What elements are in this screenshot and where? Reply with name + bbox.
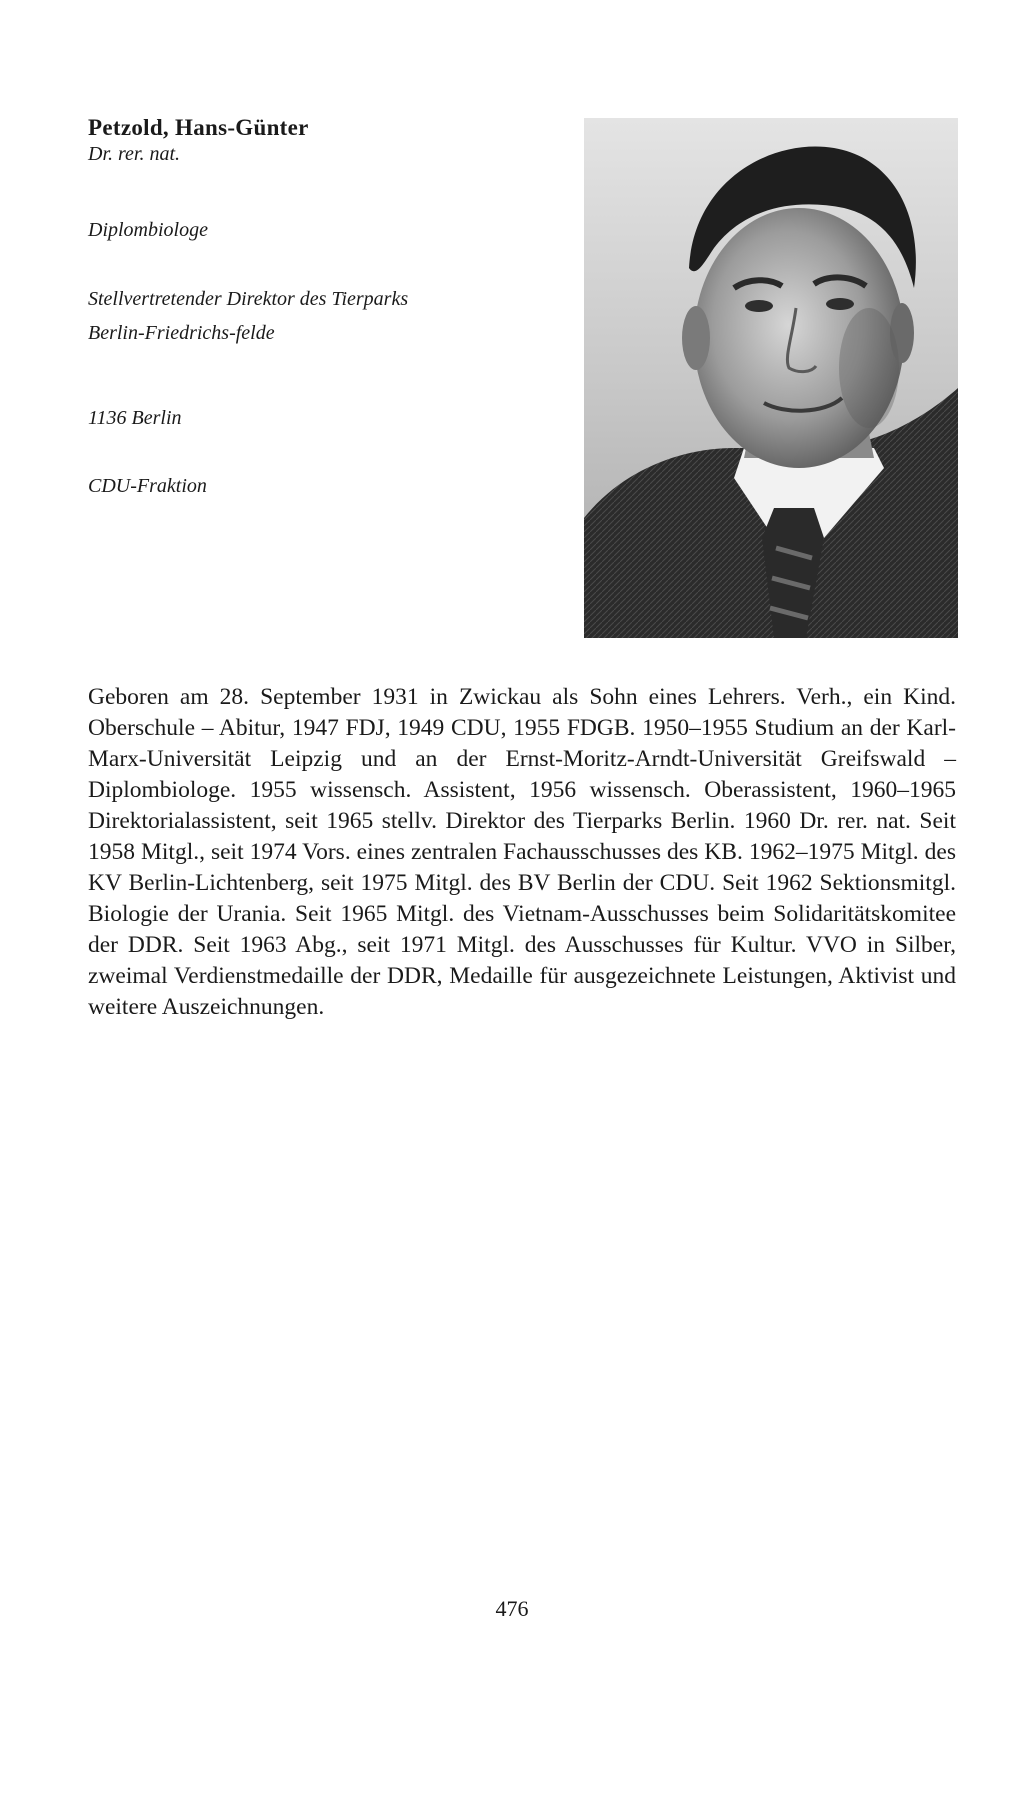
entry-header xyxy=(88,114,488,497)
location: 1136 Berlin xyxy=(88,407,182,429)
page-number: 476 xyxy=(495,1596,529,1621)
party-faction: CDU-Fraktion xyxy=(88,475,207,497)
portrait-image xyxy=(584,118,958,638)
job-position: Stellvertretender Direktor des Tierparks Berlin-Friedrichs-felde xyxy=(88,288,409,344)
biography-text: Geboren am 28. September 1931 in Zwickau als Sohn eines Lehrers. Verh., ein Kind. Oberschule – Abitur, 1947 FDJ, 1949 CDU, 1955 FDGB. 1950–1955 Studium an der Karl-Marx-Universität Leipzig und an der Ernst-Moritz-Arndt-Universität Greifswald – Diplombiologe. 1955 wissensch. Assistent, 1956 wissensch. Oberassistent, 1960–1965 Direktorialassistent, seit 1965 stellv. Direktor des Tierparks Berlin. 1960 Dr. rer. nat. Seit 1958 Mitgl., seit 1974 Vors. eines zentralen Fachausschusses des KB. 1962–1975 Mitgl. des KV Berlin-Lichtenberg, seit 1975 Mitgl. des BV Berlin der CDU. Seit 1962 Sektionsmitgl. Biologie der Urania. Seit 1965 Mitgl. des Vietnam-Ausschusses beim Solidaritätskomitee der DDR. Seit 1963 Abg., seit 1971 Mitgl. des Ausschusses für Kultur. VVO in Silber, zweimal Verdienstmedaille der DDR, Medaille für ausgezeichnete Leistungen, Aktivist und weitere Auszeichnungen. xyxy=(88,684,956,1020)
academic-title: Dr. rer. nat. xyxy=(88,143,181,165)
profession: Diplombiologe xyxy=(88,219,208,241)
person-name: Petzold, Hans-Günter xyxy=(88,115,309,140)
portrait-photo xyxy=(584,118,958,638)
